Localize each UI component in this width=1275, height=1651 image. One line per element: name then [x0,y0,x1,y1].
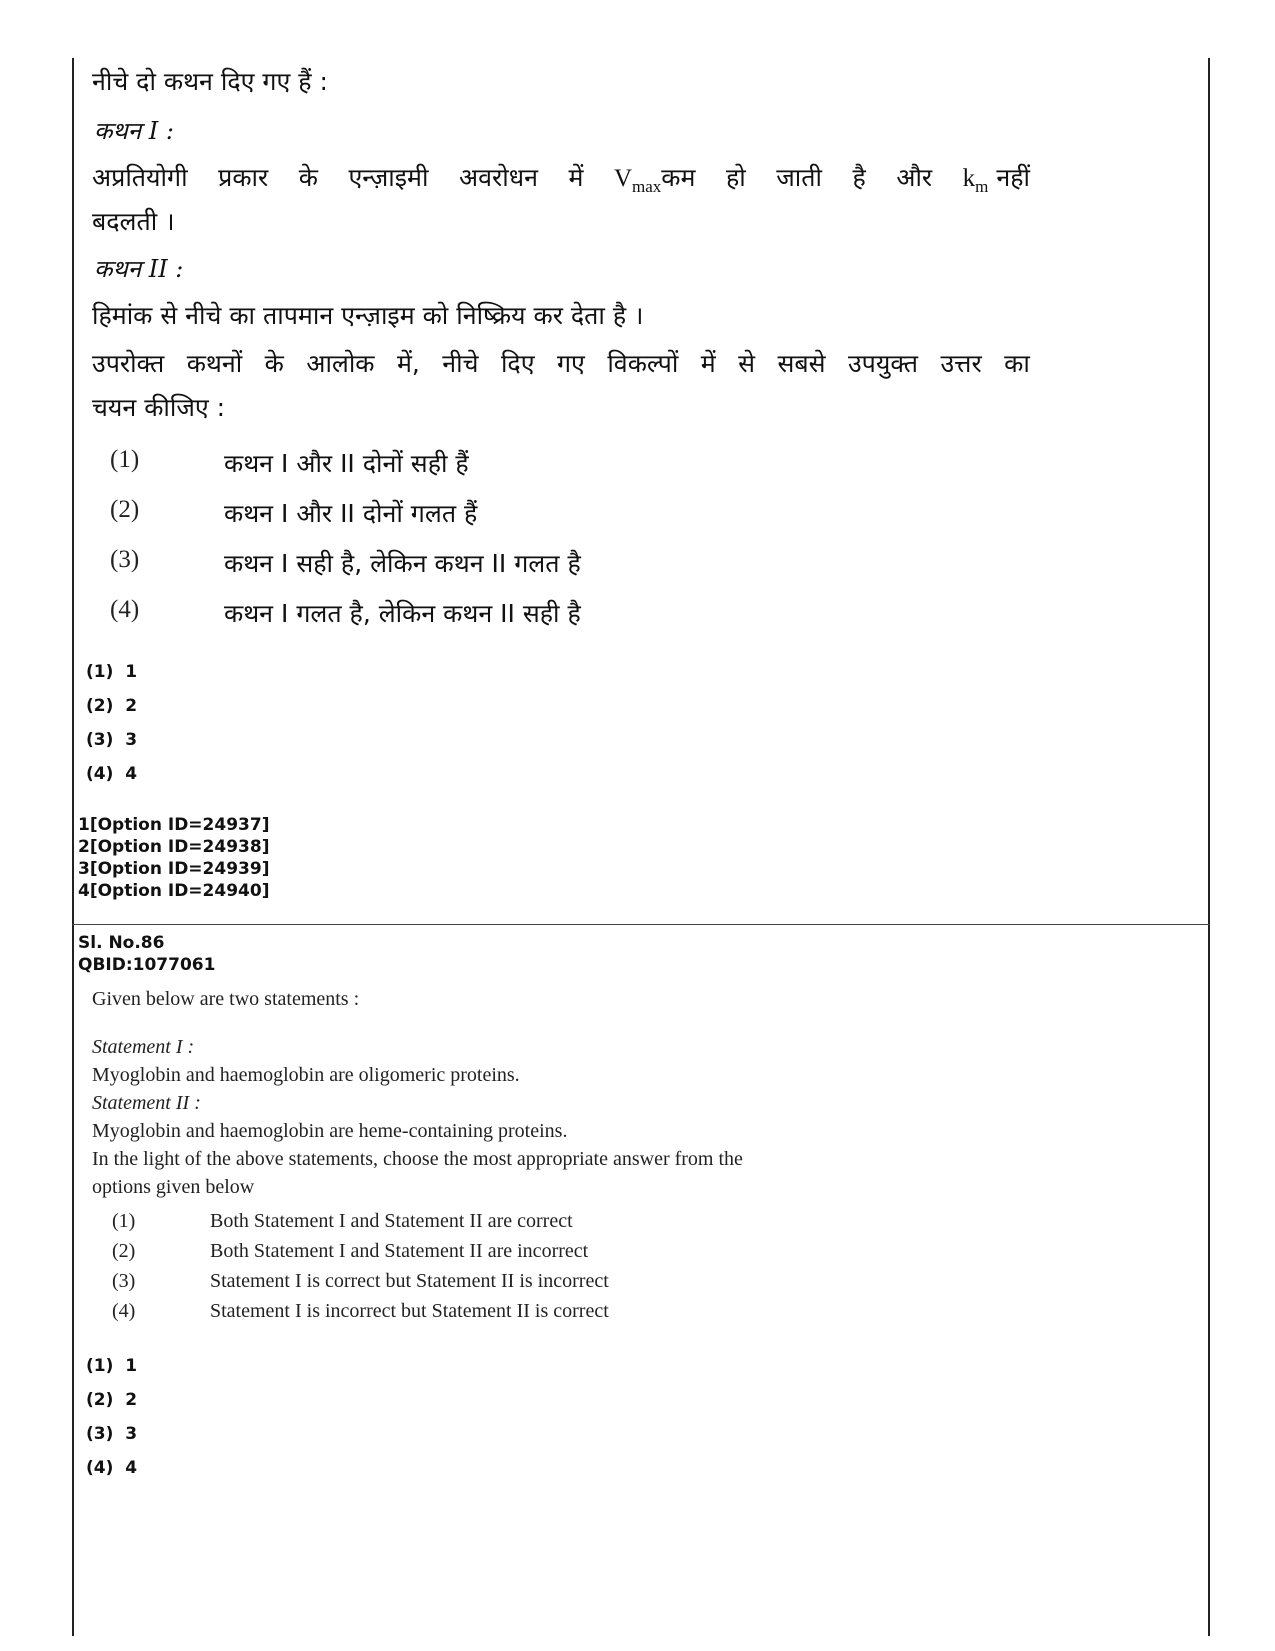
q85-answer-choice: (1) 1 [86,662,138,682]
word: का [1004,349,1030,378]
q86-qbid: QBID:1077061 [78,955,216,975]
vmax-subscript: max [632,177,662,196]
q85-statement2: हिमांक से नीचे का तापमान एन्ज़ाइम को निष्क्रिय कर देता है । [92,301,644,330]
word: में [568,163,584,192]
word: नहीं [996,163,1030,192]
q86-option-text: Both Statement I and Statement II are correct [210,1210,573,1232]
q86-statement1: Myoglobin and haemoglobin are oligomeric proteins. [92,1064,520,1086]
q85-statement2-label: कथन II : [94,255,184,283]
q86-statement2: Myoglobin and haemoglobin are heme-containing proteins. [92,1120,568,1142]
q86-serial-number: Sl. No.86 [78,933,165,953]
q85-option-text: कथन I और II दोनों गलत हैं [224,499,478,528]
word: है [852,163,866,192]
q85-option-number: (2) [110,496,140,523]
word: उपयुक्त [847,349,919,378]
word: में [700,349,716,378]
q85-instruction-line2: चयन कीजिए : [92,393,226,422]
q85-statement1-line1 [92,160,1030,197]
word: दिए [500,349,535,378]
word: हो [725,163,746,192]
word: नीचे [442,349,479,378]
q85-statement1-label: कथन I : [94,117,174,145]
word: के [264,349,284,378]
vmax-v: V [613,165,632,192]
word: प्रकार [218,163,269,192]
word: और [896,163,933,192]
q85-option-id: 1[Option ID=24937] [78,815,270,835]
word: एन्ज़ाइमी [348,163,429,192]
km-k: k [962,165,976,192]
word: कम [661,163,696,192]
q86-instruction-line2: options given below [92,1176,255,1198]
word: आलोक [306,349,375,378]
q85-answer-choice: (2) 2 [86,696,138,716]
q85-option-text: कथन I और II दोनों सही हैं [224,449,469,478]
q85-option-id: 3[Option ID=24939] [78,859,270,879]
word: उत्तर [940,349,982,378]
vmax-symbol [614,160,696,197]
right-border [1208,58,1210,1636]
word: जाती [776,163,822,192]
q86-option-number: (4) [112,1300,136,1322]
q85-answer-choice: (3) 3 [86,730,138,750]
q86-answer-choice: (4) 4 [86,1458,138,1478]
q86-answer-choice: (3) 3 [86,1424,138,1444]
word: से [738,349,756,378]
q85-option-id: 2[Option ID=24938] [78,837,270,857]
question-divider [72,924,1210,925]
km-subscript: m [975,177,989,196]
word: अवरोधन [459,163,538,192]
left-border [72,58,74,1636]
q86-instruction-line1: In the light of the above statements, choose the most appropriate answer from the [92,1148,743,1170]
q86-intro: Given below are two statements : [92,988,360,1010]
q85-option-number: (3) [110,546,140,573]
q85-option-text: कथन I गलत है, लेकिन कथन II सही है [224,599,581,628]
q86-option-number: (3) [112,1270,136,1292]
word: गए [556,349,585,378]
word: अप्रतियोगी [92,163,188,192]
q85-option-text: कथन I सही है, लेकिन कथन II गलत है [224,549,581,578]
q86-option-number: (2) [112,1240,136,1262]
word: के [298,163,318,192]
word: उपरोक्त [92,349,165,378]
q85-option-id: 4[Option ID=24940] [78,881,270,901]
q85-intro: नीचे दो कथन दिए गए हैं : [92,67,328,96]
q86-statement1-label: Statement I : [92,1036,195,1058]
q86-answer-choice: (1) 1 [86,1356,138,1376]
q86-option-text: Statement I is incorrect but Statement II is correct [210,1300,609,1322]
q86-option-text: Statement I is correct but Statement II is incorrect [210,1270,609,1292]
km-symbol [963,160,1030,197]
word: विकल्पों [607,349,679,378]
q86-option-number: (1) [112,1210,136,1232]
q85-answer-choice: (4) 4 [86,764,138,784]
word: सबसे [777,349,826,378]
word: कथनों [186,349,243,378]
word: में, [396,349,420,378]
q86-option-text: Both Statement I and Statement II are incorrect [210,1240,589,1262]
q86-answer-choice: (2) 2 [86,1390,138,1410]
q85-option-number: (4) [110,596,140,623]
q85-option-number: (1) [110,446,140,473]
q85-instruction-line1 [92,346,1030,380]
q86-statement2-label: Statement II : [92,1092,201,1114]
q85-statement1-line2: बदलती । [92,207,175,236]
